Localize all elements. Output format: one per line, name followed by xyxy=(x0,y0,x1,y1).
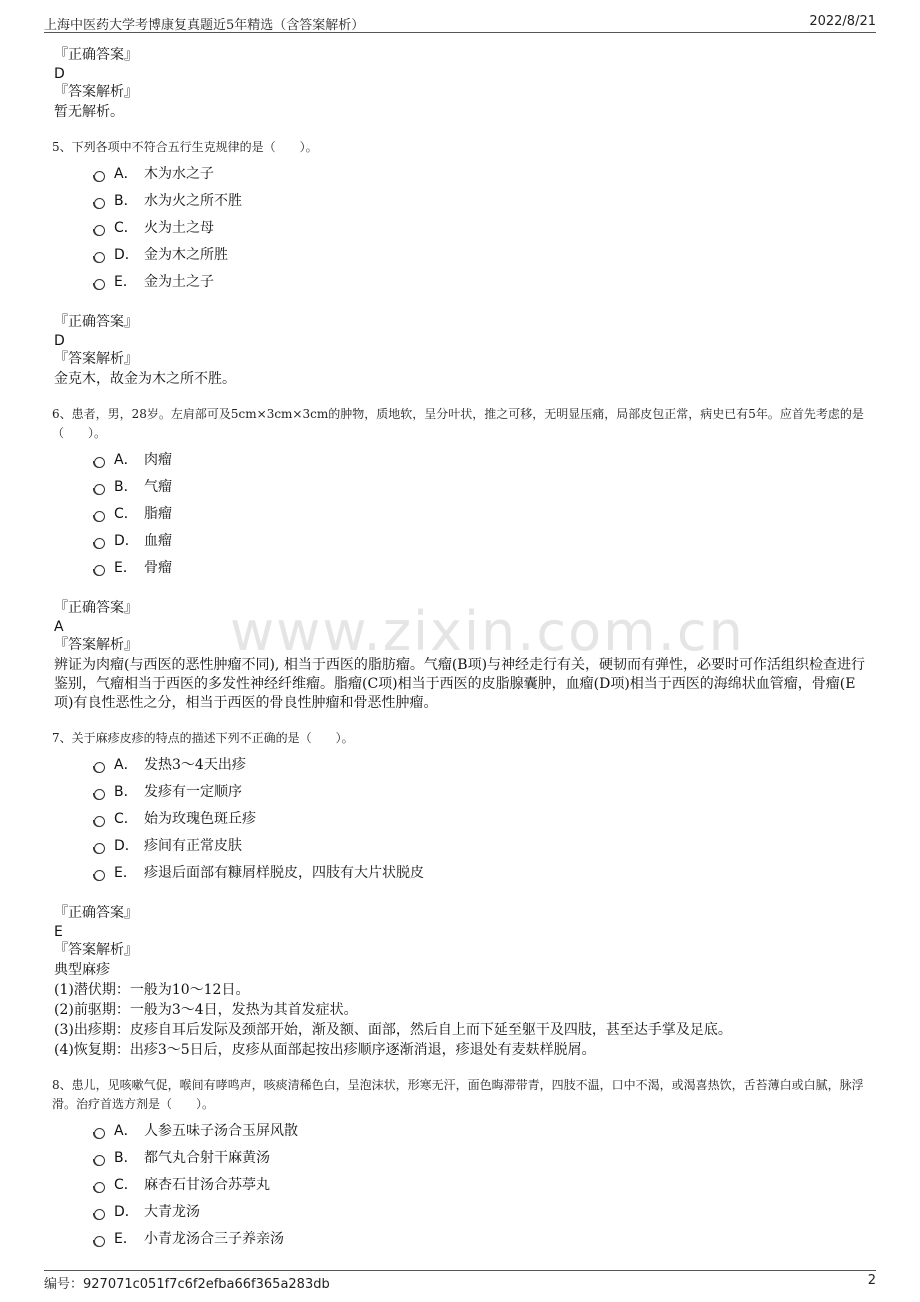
radio-icon[interactable] xyxy=(94,511,105,522)
document-code-label: 编号： xyxy=(44,1277,84,1292)
option-text: 疹退后面部有糠屑样脱皮，四肢有大片状脱皮 xyxy=(144,865,424,881)
answer-tag: 『正确答案』 xyxy=(54,47,138,63)
explain-tag: 『答案解析』 xyxy=(54,84,138,100)
option-text: 都气丸合射干麻黄汤 xyxy=(144,1150,270,1166)
document-code xyxy=(44,1273,330,1292)
option-text: 脂瘤 xyxy=(144,506,172,522)
explain-text: (3)出疹期：皮疹自耳后发际及颈部开始，渐及额、面部，然后自上而下延至躯干及四肢，甚至达手掌及足底。 xyxy=(54,1022,732,1038)
radio-icon[interactable] xyxy=(94,484,105,495)
page-number: 2 xyxy=(867,1273,876,1288)
option-letter: E． xyxy=(114,560,137,576)
radio-icon[interactable] xyxy=(94,1128,105,1139)
option-item[interactable] xyxy=(92,753,872,780)
option-list xyxy=(52,162,872,297)
option-item[interactable] xyxy=(92,189,872,216)
option-letter: A． xyxy=(114,757,138,773)
option-item[interactable] xyxy=(92,243,872,270)
radio-icon[interactable] xyxy=(94,457,105,468)
option-letter: B． xyxy=(114,193,138,209)
explain-tag: 『答案解析』 xyxy=(54,942,138,958)
option-item[interactable] xyxy=(92,475,872,502)
option-letter: E． xyxy=(114,865,137,881)
option-text: 人参五味子汤合玉屏风散 xyxy=(144,1123,298,1139)
option-text: 大青龙汤 xyxy=(144,1204,200,1220)
option-letter: D． xyxy=(114,838,139,854)
answer-letter: A xyxy=(54,619,64,635)
radio-icon[interactable] xyxy=(94,171,105,182)
option-item[interactable] xyxy=(92,162,872,189)
option-letter: C． xyxy=(114,1177,138,1193)
option-item[interactable] xyxy=(92,807,872,834)
answer-tag: 『正确答案』 xyxy=(54,314,138,330)
document-date: 2022/8/21 xyxy=(809,14,876,29)
answer-letter: D xyxy=(54,66,65,82)
radio-icon[interactable] xyxy=(94,1155,105,1166)
option-list xyxy=(52,753,872,888)
answer-tag: 『正确答案』 xyxy=(54,600,138,616)
answer-block xyxy=(52,904,872,1060)
explain-text: (4)恢复期：出疹3～5日后，皮疹从面部起按出疹顺序逐渐消退，疹退处有麦麸样脱屑。 xyxy=(54,1042,596,1058)
option-text: 疹间有正常皮肤 xyxy=(144,838,242,854)
page-footer xyxy=(44,1270,876,1291)
question-block xyxy=(52,138,872,389)
option-item[interactable] xyxy=(92,270,872,297)
document-body xyxy=(52,46,872,1254)
option-item[interactable] xyxy=(92,1200,872,1227)
radio-icon[interactable] xyxy=(94,252,105,263)
option-item[interactable] xyxy=(92,216,872,243)
option-list xyxy=(52,448,872,583)
option-item[interactable] xyxy=(92,861,872,888)
radio-icon[interactable] xyxy=(94,762,105,773)
radio-icon[interactable] xyxy=(94,843,105,854)
radio-icon[interactable] xyxy=(94,1209,105,1220)
option-text: 发疹有一定顺序 xyxy=(144,784,242,800)
option-text: 木为水之子 xyxy=(144,166,214,182)
document-code-value: 927071c051f7c6f2efba66f365a283db xyxy=(83,1277,330,1292)
option-item[interactable] xyxy=(92,1227,872,1254)
option-text: 麻杏石甘汤合苏葶丸 xyxy=(144,1177,270,1193)
option-letter: D． xyxy=(114,247,139,263)
option-letter: C． xyxy=(114,506,138,522)
question-list xyxy=(52,138,872,1254)
option-text: 始为玫瑰色斑丘疹 xyxy=(144,811,256,827)
radio-icon[interactable] xyxy=(94,789,105,800)
explain-text: 暂无解析。 xyxy=(54,104,124,120)
explain-text: 辨证为肉瘤(与西医的恶性肿瘤不同), 相当于西医的脂肪瘤。气瘤(B项)与神经走行有关，硬韧而有弹性，必要时可作活组织检查进行鉴别，气瘤相当于西医的多发性神经纤维瘤。脂瘤(C项)相当于西医的皮脂腺囊肿，血瘤(D项)相当于西医的海绵状血管瘤，骨瘤(E项)有良性恶性之分，相当于西医的骨良性肿瘤和骨恶性肿瘤。 xyxy=(54,657,866,711)
option-item[interactable] xyxy=(92,1146,872,1173)
question-block xyxy=(52,1076,872,1254)
option-item[interactable] xyxy=(92,1173,872,1200)
option-letter: A． xyxy=(114,166,138,182)
page-header xyxy=(44,12,876,33)
option-text: 火为土之母 xyxy=(144,220,214,236)
question-block xyxy=(52,405,872,713)
option-letter: A． xyxy=(114,1123,138,1139)
option-item[interactable] xyxy=(92,529,872,556)
radio-icon[interactable] xyxy=(94,1182,105,1193)
option-text: 金为木之所胜 xyxy=(144,247,228,263)
radio-icon[interactable] xyxy=(94,816,105,827)
explain-text: (2)前驱期：一般为3～4日，发热为其首发症状。 xyxy=(54,1002,358,1018)
answer-tag: 『正确答案』 xyxy=(54,905,138,921)
answer-letter: D xyxy=(54,333,65,349)
option-letter: B． xyxy=(114,479,138,495)
option-letter: C． xyxy=(114,811,138,827)
document-title: 上海中医药大学考博康复真题近5年精选（含答案解析） xyxy=(44,18,365,33)
answer-block xyxy=(52,46,872,122)
explain-text: 金克木，故金为木之所不胜。 xyxy=(54,371,236,387)
watermark: www.zixin.com.cn xyxy=(230,600,745,663)
option-letter: E． xyxy=(114,274,137,290)
radio-icon[interactable] xyxy=(94,565,105,576)
answer-letter: E xyxy=(54,924,63,940)
option-item[interactable] xyxy=(92,834,872,861)
option-text: 发热3～4天出疹 xyxy=(144,757,246,773)
explain-text: (1)潜伏期：一般为10～12日。 xyxy=(54,982,250,998)
answer-block xyxy=(52,313,872,389)
option-item[interactable] xyxy=(92,448,872,475)
question-text: 5、下列各项中不符合五行生克规律的是（ ）。 xyxy=(52,140,318,154)
option-letter: B． xyxy=(114,1150,138,1166)
option-letter: C． xyxy=(114,220,138,236)
option-text: 气瘤 xyxy=(144,479,172,495)
radio-icon[interactable] xyxy=(94,279,105,290)
radio-icon[interactable] xyxy=(94,870,105,881)
option-text: 金为土之子 xyxy=(144,274,214,290)
question-text: 8、患儿，见咳嗽气促，喉间有哮鸣声，咳痰清稀色白，呈泡沫状，形寒无汗，面色晦滞带青，四肢不温，口中不渴，或渴喜热饮，舌苔薄白或白腻，脉浮滑。治疗首选方剂是（ ）。 xyxy=(52,1078,864,1111)
option-item[interactable] xyxy=(92,502,872,529)
question-text: 6、患者，男，28岁。左肩部可及5cm×3cm×3cm的肿物，质地软，呈分叶状，推之可移，无明显压痛，局部皮包正常，病史已有5年。应首先考虑的是（ ）。 xyxy=(52,407,864,440)
option-text: 水为火之所不胜 xyxy=(144,193,242,209)
option-letter: D． xyxy=(114,533,139,549)
explain-text: 典型麻疹 xyxy=(54,962,110,978)
option-letter: E． xyxy=(114,1231,137,1247)
option-text: 肉瘤 xyxy=(144,452,172,468)
option-text: 血瘤 xyxy=(144,533,172,549)
option-text: 骨瘤 xyxy=(144,560,172,576)
option-letter: D． xyxy=(114,1204,139,1220)
question-block xyxy=(52,729,872,1060)
question-text: 7、关于麻疹皮疹的特点的描述下列不正确的是（ ）。 xyxy=(52,731,354,745)
option-text: 小青龙汤合三子养亲汤 xyxy=(144,1231,284,1247)
radio-icon[interactable] xyxy=(94,198,105,209)
option-item[interactable] xyxy=(92,556,872,583)
radio-icon[interactable] xyxy=(94,225,105,236)
radio-icon[interactable] xyxy=(94,1236,105,1247)
explain-tag: 『答案解析』 xyxy=(54,351,138,367)
answer-block xyxy=(52,599,872,713)
option-item[interactable] xyxy=(92,1119,872,1146)
option-letter: A． xyxy=(114,452,138,468)
option-item[interactable] xyxy=(92,780,872,807)
radio-icon[interactable] xyxy=(94,538,105,549)
explain-tag: 『答案解析』 xyxy=(54,637,138,653)
option-letter: B． xyxy=(114,784,138,800)
option-list xyxy=(52,1119,872,1254)
